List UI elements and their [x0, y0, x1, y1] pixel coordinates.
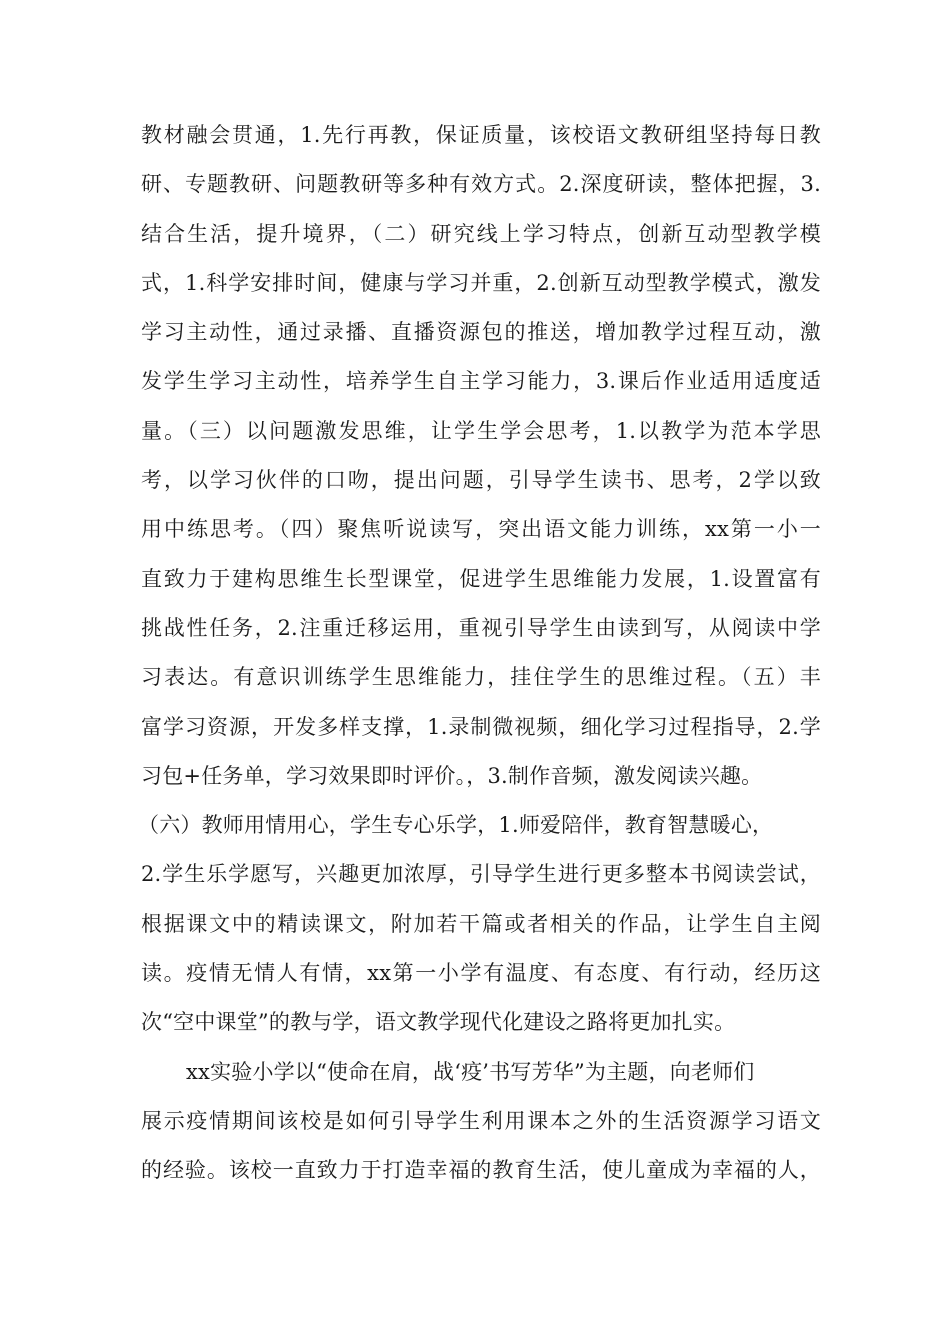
text-line: xx实验小学以“使命在肩，战‘疫’书写芳华”为主题，向老师们 — [186, 1059, 755, 1084]
text-line: 结合生活，提升境界，（二）研究线上学习特点，创新互动型教学模 — [141, 221, 821, 246]
text-line: 2.学生乐学愿写，兴趣更加浓厚，引导学生进行更多整本书阅读尝试， — [141, 862, 821, 887]
text-line: 根据课文中的精读课文，附加若干篇或者相关的作品，让学生自主阅 — [141, 911, 821, 936]
text-line: 发学生学习主动性，培养学生自主学习能力，3.课后作业适用适度适 — [141, 369, 821, 394]
text-line: （六）教师用情用心，学生专心乐学，1.师爱陪伴，教育智慧暖心， — [138, 813, 774, 838]
text-line: 读。疫情无情人有情，xx第一小学有温度、有态度、有行动，经历这 — [141, 961, 821, 986]
text-line: 直致力于建构思维生长型课堂，促进学生思维能力发展，1.设置富有 — [141, 566, 821, 591]
text-line: 习包+任务单，学习效果即时评价。，3.制作音频，激发阅读兴趣。 — [141, 763, 763, 788]
text-line: 的经验。该校一直致力于打造幸福的教育生活，使儿童成为幸福的人， — [141, 1158, 821, 1183]
text-line: 式，1.科学安排时间，健康与学习并重，2.创新互动型教学模式，激发 — [141, 270, 821, 295]
text-line: 考，以学习伙伴的口吻，提出问题，引导学生读书、思考，2学以致 — [141, 468, 821, 493]
text-line: 用中练思考。（四）聚焦听说读写，突出语文能力训练，xx第一小一 — [141, 517, 821, 542]
text-line: 学习主动性，通过录播、直播资源包的推送，增加教学过程互动，激 — [141, 320, 821, 345]
text-line: 研、专题教研、问题教研等多种有效方式。2.深度研读，整体把握，3. — [141, 172, 821, 197]
text-line: 量。（三）以问题激发思维，让学生学会思考，1.以教学为范本学思 — [141, 418, 821, 443]
text-line: 挑战性任务，2.注重迁移运用，重视引导学生由读到写，从阅读中学 — [141, 615, 821, 640]
text-line: 次“空中课堂”的教与学，语文教学现代化建设之路将更加扎实。 — [141, 1010, 736, 1035]
body-text — [138, 111, 821, 1196]
text-line: 富学习资源，开发多样支撑，1.录制微视频，细化学习过程指导，2.学 — [141, 714, 821, 739]
text-line: 习表达。有意识训练学生思维能力，挂住学生的思维过程。（五）丰 — [141, 665, 821, 690]
text-line: 展示疫情期间该校是如何引导学生利用课本之外的生活资源学习语文 — [141, 1108, 821, 1133]
text-line: 教材融会贯通，1.先行再教，保证质量，该校语文教研组坚持每日教 — [141, 123, 821, 147]
